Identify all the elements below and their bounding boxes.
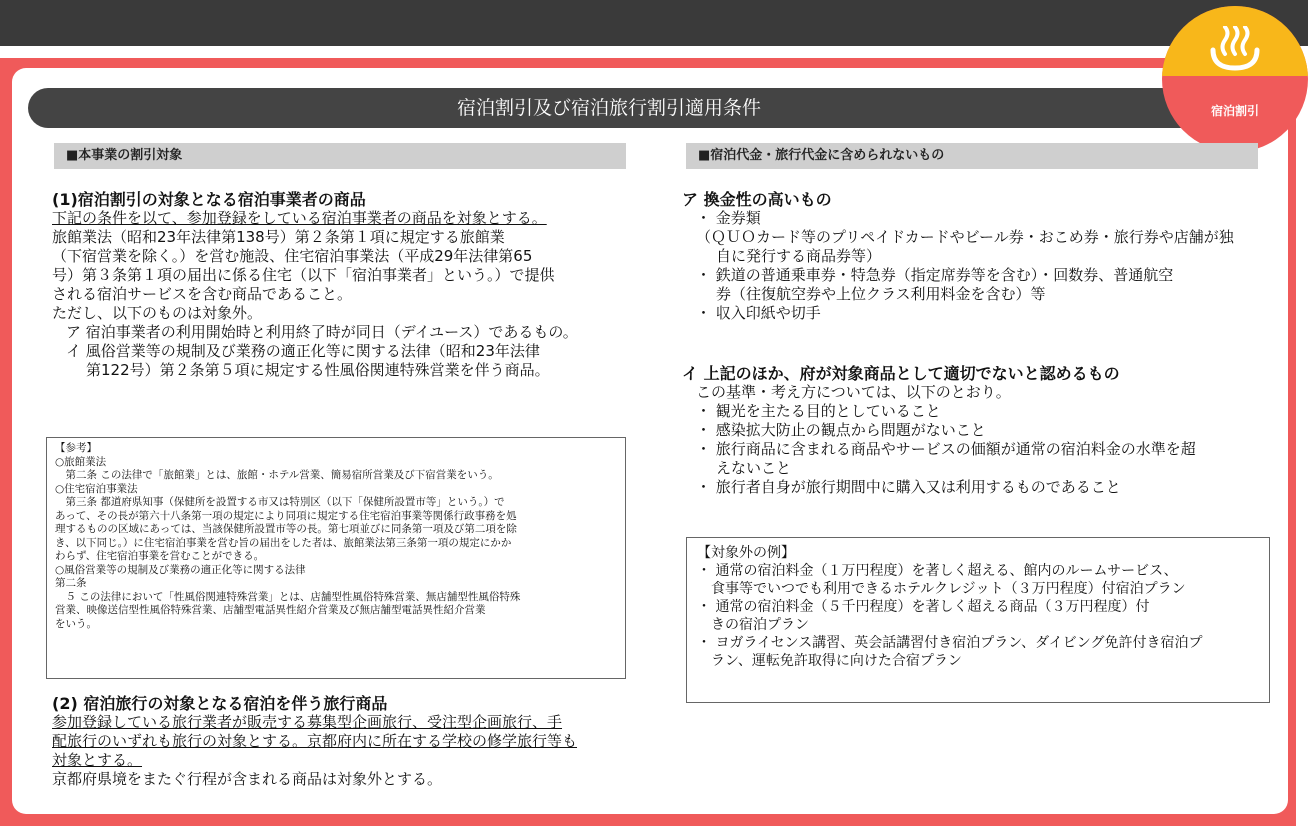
item1-heading: (1)宿泊割引の対象となる宿泊事業者の商品 [52,190,366,209]
item2-lead-line: 対象とする。 [52,751,143,769]
ref-line: をいう。 [55,617,97,630]
ref-line: ○風俗営業等の規制及び業務の適正化等に関する法律 [55,563,306,576]
item2-block [52,694,652,789]
right-i-line: ・ 旅行商品に含まれる商品やサービスの価額が通常の宿泊料金の水準を超 [696,440,1196,458]
reference-box [46,437,626,679]
exclusion-i-cont: 第122号）第２条第５項に規定する性風俗関連特殊営業を伴う商品。 [86,361,550,379]
example-line: きの宿泊プラン [711,617,809,633]
ref-line: 【参考】 [55,442,97,454]
right-i-line: この基準・考え方については、以下のとおり。 [696,383,1011,401]
right-a-block [682,190,1282,323]
item2-lead-line: 配旅行のいずれも旅行の対象とする。京都府内に所在する学校の修学旅行等も [52,732,578,750]
left-section-head: ■本事業の割引対象 [54,143,626,169]
right-a-line: ・ 金券類 [696,209,761,227]
ref-line: 第二条 この法律で「旅館業」とは、旅館・ホテル営業、簡易宿所営業及び下宿営業をいう。 [55,469,499,481]
ref-line: 理するものの区域にあっては、当該保健所設置市等の長。第七項並びに同条第一項及び第二項を除 [55,523,517,535]
right-section-head: ■宿泊代金・旅行代金に含められないもの [686,143,1258,169]
ref-line: 第三条 都道府県知事（保健所を設置する市又は特別区（以下「保健所設置市等」という。）で [55,496,505,508]
item1-body-line: （下宿営業を除く。）を営む施設、住宅宿泊事業法（平成29年法律第65 [52,247,533,265]
ref-line: き、以下同じ。）に住宅宿泊事業を営む旨の届出をした者は、旅館業法第三条第一項の規定にかか [55,536,512,549]
right-i-line: ・ 観光を主たる目的としていること [696,402,941,420]
item1-block [52,190,652,380]
right-a-heading: ア 換金性の高いもの [682,190,832,209]
right-i-block [682,364,1282,497]
example-line: ・ 通常の宿泊料金（５千円程度）を著しく超える商品（３万円程度）付 [697,599,1150,615]
item1-body-line: ただし、以下のものは対象外。 [52,304,263,322]
example-line: ラン、運転免許取得に向けた合宿プラン [711,653,962,669]
right-a-line: 自に発行する商品券等） [716,247,882,265]
item1-body-line: 号）第３条第１項の届出に係る住宅（以下「宿泊事業者」という。）で提供 [52,266,555,284]
right-a-line: ・ 収入印紙や切手 [696,304,821,322]
item2-note: 京都府県境をまたぐ行程が含まれる商品は対象外とする。 [52,770,443,788]
example-line: 【対象外の例】 [697,545,795,561]
top-bar [0,0,1308,46]
example-line: 食事等でいつでも利用できるホテルクレジット（３万円程度）付宿泊プラン [711,581,1186,597]
right-a-line: （ＱＵＯカード等のプリペイドカードやビール券・おこめ券・旅行券や店舗が独 [696,228,1234,246]
badge-label: 宿泊割引 [1210,104,1259,118]
ref-line: 第二条 [55,577,87,589]
item1-lead: 下記の条件を以て、参加登録をしている宿泊事業者の商品を対象とする。 [52,209,547,227]
ref-line: ５ この法律において「性風俗関連特殊営業」とは、店舗型性風俗特殊営業、無店舗型性風俗特殊 [55,590,521,603]
examples-box [686,537,1270,703]
ref-line: ○旅館業法 [55,455,107,468]
right-a-line: 券（往復航空券や上位クラス利用料金を含む）等 [716,285,1046,303]
example-line: ・ 通常の宿泊料金（１万円程度）を著しく超える、館内のルームサービス、 [697,563,1178,579]
ref-line: わらず、住宅宿泊事業を営むことができる。 [55,550,265,562]
ref-line: ○住宅宿泊事業法 [55,482,138,495]
example-line: ・ ヨガライセンス講習、英会話講習付き宿泊プラン、ダイビング免許付き宿泊プ [697,635,1203,651]
item2-lead-line: 参加登録している旅行業者が販売する募集型企画旅行、受注型企画旅行、手 [52,713,563,731]
exclusion-a: ア 宿泊事業者の利用開始時と利用終了時が同日（デイユース）であるもの。 [66,323,578,341]
ref-line: 営業、映像送信型性風俗特殊営業、店舗型電話異性紹介営業及び無店舗型電話異性紹介営業 [55,604,486,616]
exclusion-i: イ 風俗営業等の規制及び業務の適正化等に関する法律（昭和23年法律 [66,342,540,360]
onsen-icon [1207,26,1263,74]
item2-heading: (2) 宿泊旅行の対象となる宿泊を伴う旅行商品 [52,694,388,713]
right-i-line: えないこと [716,459,792,477]
right-i-line: ・ 感染拡大防止の観点から問題がないこと [696,421,986,439]
right-a-line: ・ 鉄道の普通乗車券・特急券（指定席券等を含む）・回数券、普通航空 [696,266,1174,284]
right-i-line: ・ 旅行者自身が旅行期間中に購入又は利用するものであること [696,478,1121,496]
ref-line: あって、その長が第六十八条第一項の規定により同項に規定する住宅宿泊事業等関係行政事務を処 [55,509,517,522]
right-i-heading: イ 上記のほか、府が対象商品として適切でないと認めるもの [682,364,1120,383]
page-title: 宿泊割引及び宿泊旅行割引適用条件 [28,88,1190,128]
item1-body-line: される宿泊サービスを含む商品であること。 [52,285,353,303]
item1-body-line: 旅館業法（昭和23年法律第138号）第２条第１項に規定する旅館業 [52,228,505,246]
category-badge [1162,6,1308,152]
